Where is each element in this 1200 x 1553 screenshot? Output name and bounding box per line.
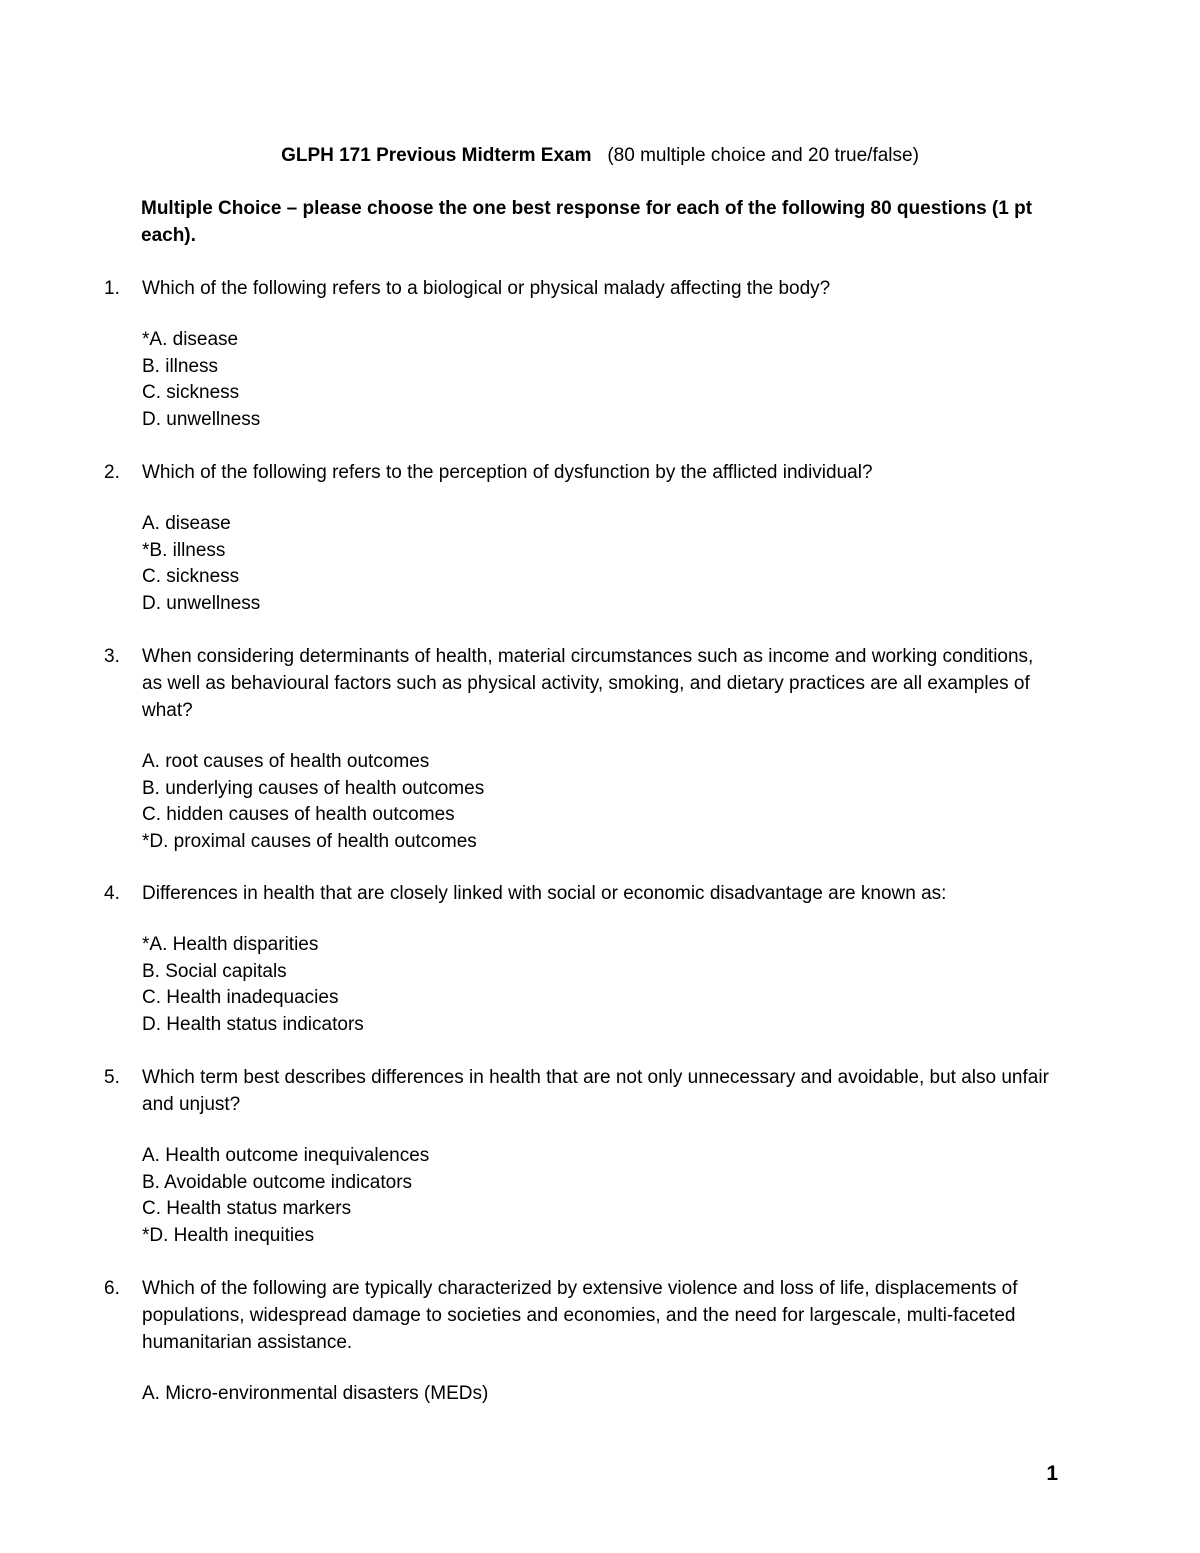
question-number: 3. bbox=[104, 646, 120, 667]
answer-option: C. sickness bbox=[142, 382, 240, 403]
answer-option: C. hidden causes of health outcomes bbox=[142, 804, 455, 825]
question-text: Differences in health that are closely linked with social or economic disadvantage are known as: bbox=[142, 883, 947, 904]
answer-option: *A. Health disparities bbox=[142, 934, 319, 955]
question-number: 2. bbox=[104, 462, 120, 483]
answer-option: B. illness bbox=[142, 355, 219, 377]
question-text: Which term best describes differences in health that are not only unnecessary and avoidable, but also unfair and unjust? bbox=[142, 1067, 1049, 1115]
section-instructions: Multiple Choice – please choose the one best response for each of the following 80 questions (1 pt each). bbox=[141, 198, 1033, 246]
answer-option: *D. Health inequities bbox=[142, 1224, 315, 1246]
answer-option: C. Health status markers bbox=[142, 1198, 352, 1219]
answer-option: *D. proximal causes of health outcomes bbox=[142, 830, 477, 852]
answer-option: A. Health outcome inequivalences bbox=[142, 1145, 430, 1166]
answer-option: B. Social capitals bbox=[142, 960, 287, 982]
answer-options bbox=[142, 932, 1054, 1038]
answer-option: *A. disease bbox=[142, 329, 239, 350]
answer-options bbox=[142, 327, 1054, 433]
question-number: 6. bbox=[104, 1278, 120, 1299]
answer-option: A. root causes of health outcomes bbox=[142, 751, 430, 772]
answer-option: B. underlying causes of health outcomes bbox=[142, 777, 485, 799]
question-text: Which of the following refers to the perception of dysfunction by the afflicted individual? bbox=[142, 462, 873, 483]
question-number: 5. bbox=[104, 1067, 120, 1088]
answer-option: B. Avoidable outcome indicators bbox=[142, 1171, 413, 1193]
answer-options bbox=[142, 1381, 1054, 1408]
answer-options bbox=[142, 511, 1054, 617]
question-1 bbox=[104, 275, 1054, 433]
answer-option: A. Micro-environmental disasters (MEDs) bbox=[142, 1383, 489, 1404]
question-2 bbox=[104, 459, 1054, 617]
question-6 bbox=[104, 1275, 1054, 1408]
question-3 bbox=[104, 643, 1054, 855]
question-4 bbox=[104, 880, 1054, 1038]
answer-option: C. Health inadequacies bbox=[142, 987, 339, 1008]
answer-option: A. disease bbox=[142, 513, 231, 534]
answer-option: D. Health status indicators bbox=[142, 1013, 364, 1035]
question-number: 4. bbox=[104, 883, 120, 904]
title-subtitle: (80 multiple choice and 20 true/false) bbox=[607, 145, 919, 166]
page-title bbox=[0, 143, 1200, 169]
question-5 bbox=[104, 1064, 1054, 1249]
question-text: When considering determinants of health, material circumstances such as income and working conditions, as well as behavioural factors such as physical activity, smoking, and dietary practices are all examples of what? bbox=[142, 646, 1034, 721]
answer-options bbox=[142, 1143, 1054, 1249]
answer-options bbox=[142, 749, 1054, 855]
answer-option: *B. illness bbox=[142, 539, 226, 561]
question-text: Which of the following refers to a biological or physical malady affecting the body? bbox=[142, 278, 831, 299]
question-number: 1. bbox=[104, 278, 120, 299]
answer-option: C. sickness bbox=[142, 566, 240, 587]
page-number: 1 bbox=[1046, 1462, 1058, 1485]
answer-option: D. unwellness bbox=[142, 592, 261, 614]
title-course: GLPH 171 Previous Midterm Exam bbox=[281, 145, 592, 166]
answer-option: D. unwellness bbox=[142, 408, 261, 430]
question-text: Which of the following are typically characterized by extensive violence and loss of life, displacements of populations, widespread damage to societies and economies, and the need for largescale, multi-faceted humanitarian assistance. bbox=[142, 1278, 1018, 1353]
